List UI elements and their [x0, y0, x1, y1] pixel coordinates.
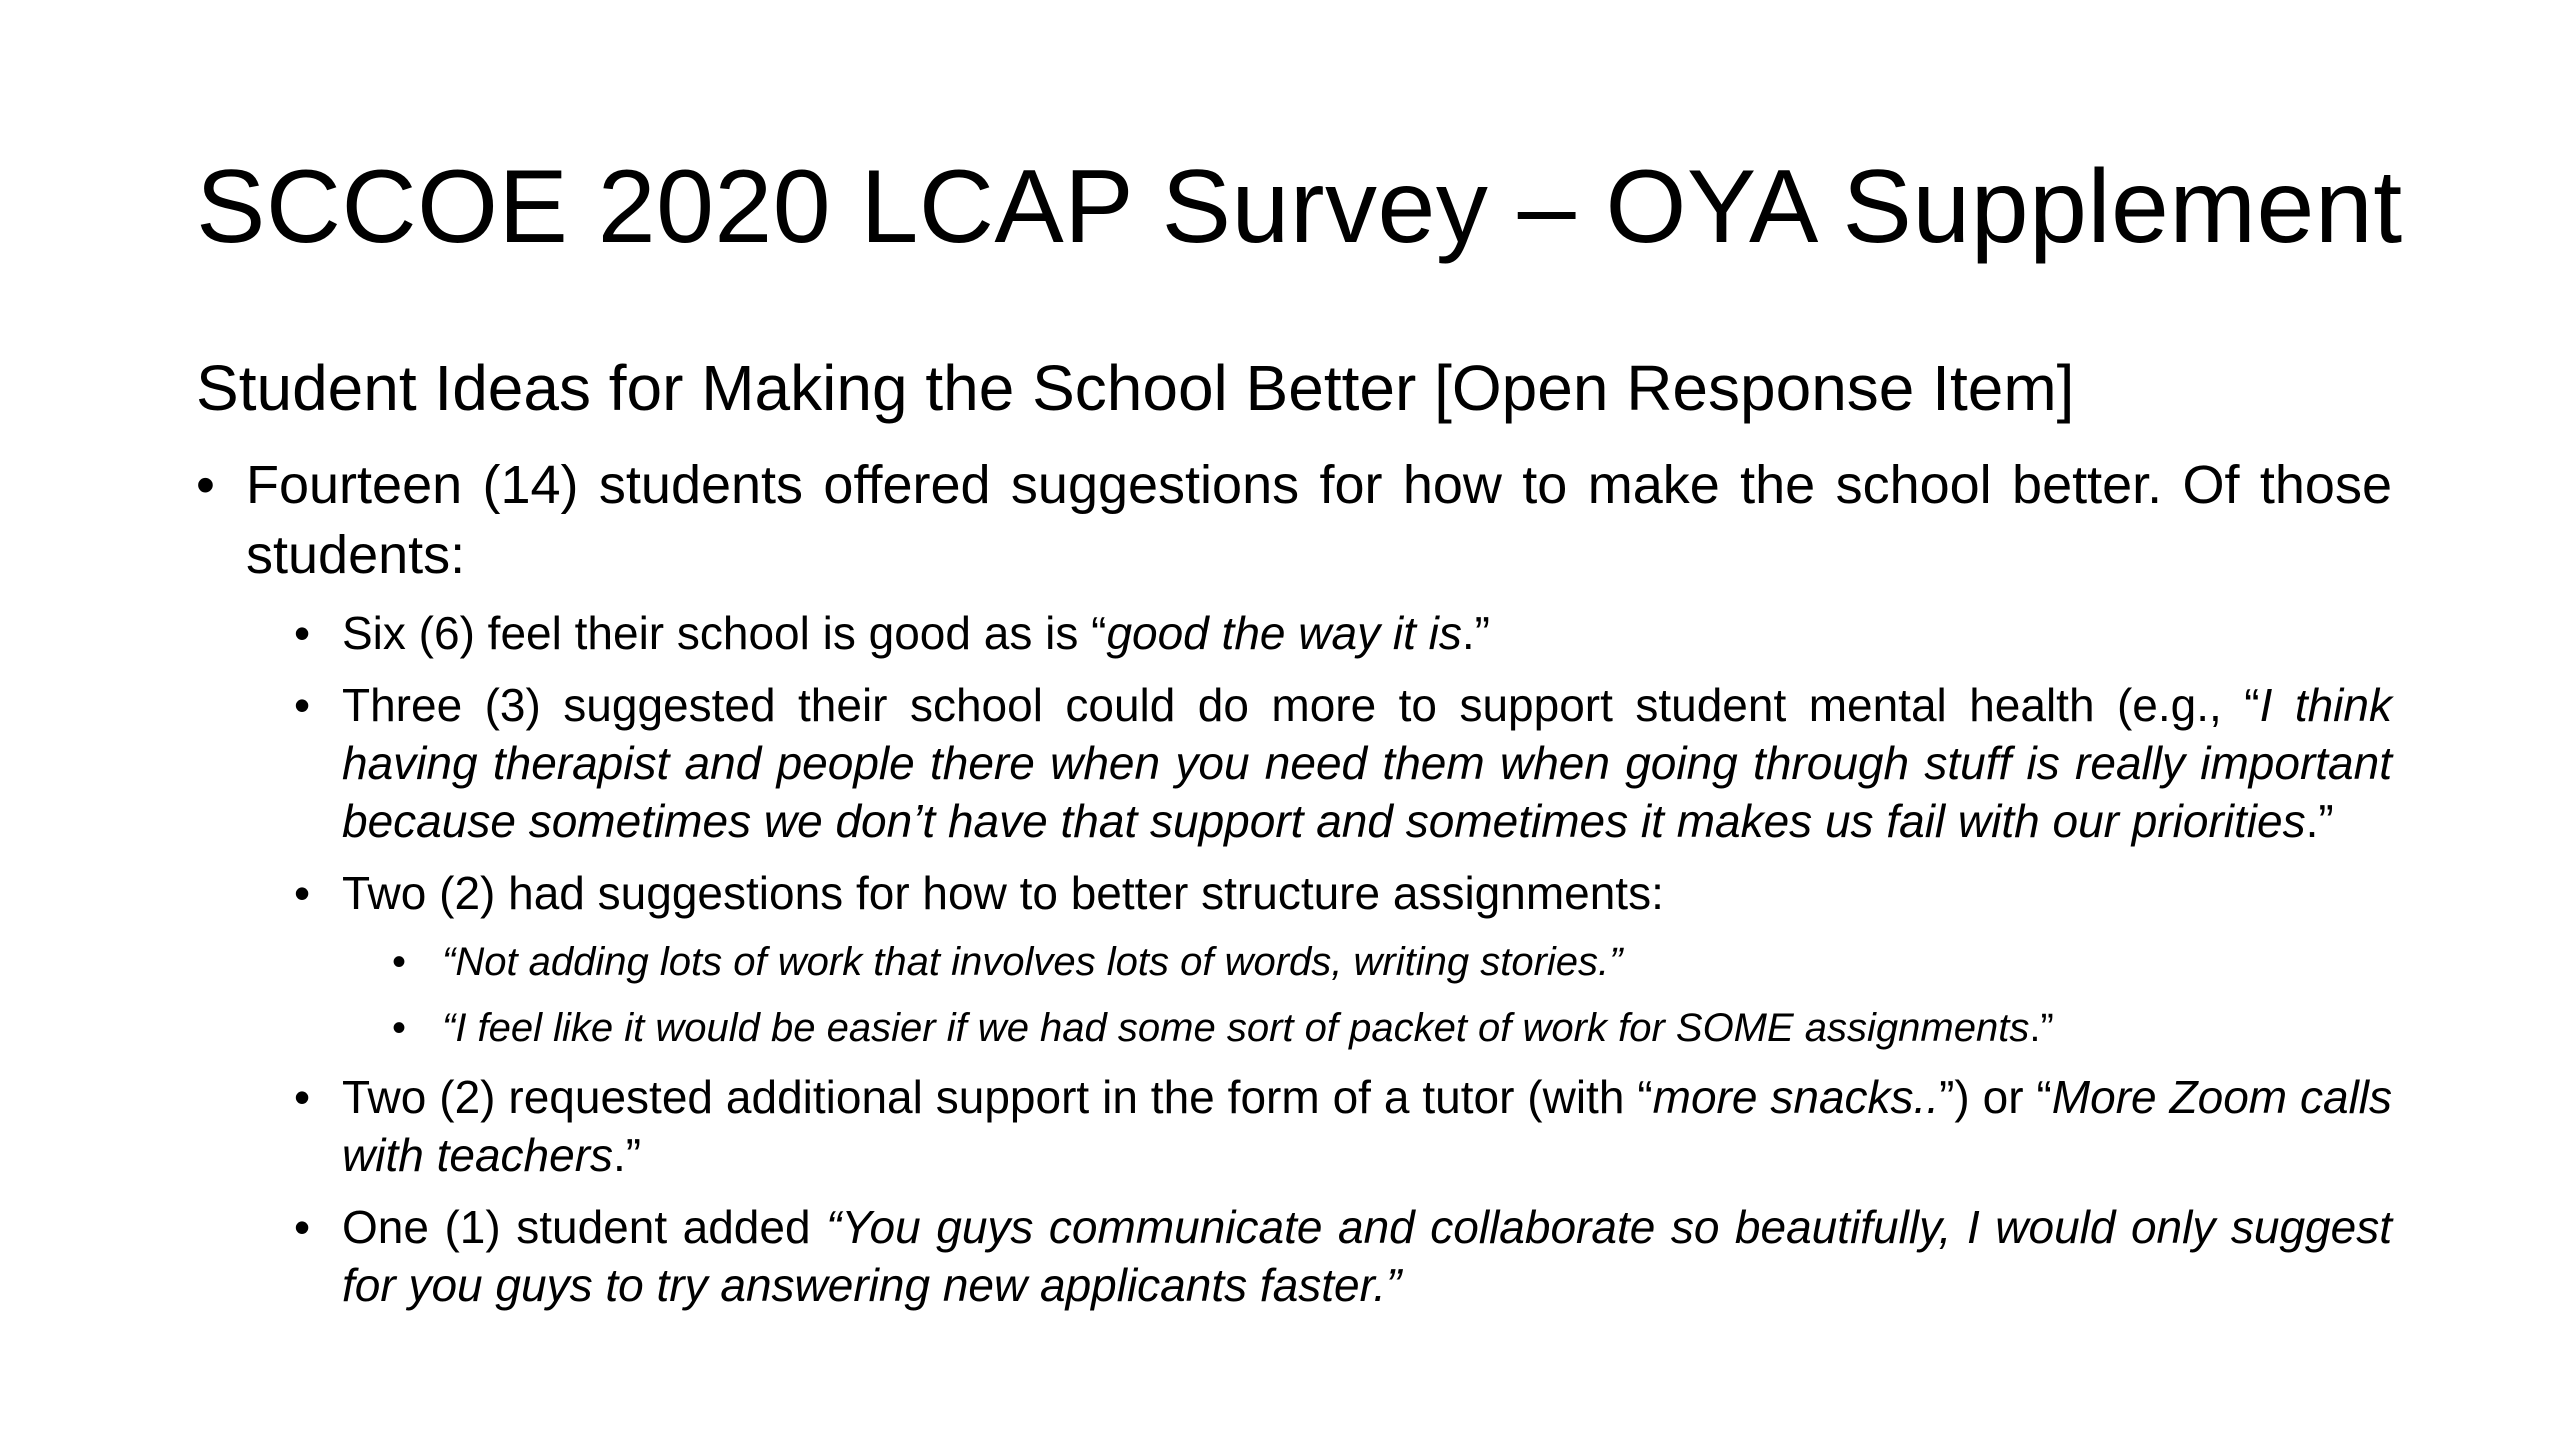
- bullet-dot-icon: •: [294, 678, 311, 731]
- item-mid: ”) or “: [1939, 1070, 2052, 1123]
- item-quote-2: More Zoom calls with teachers: [342, 1070, 2393, 1181]
- bullet-dot-icon: •: [196, 454, 215, 515]
- bullet-item-three: [196, 676, 2392, 850]
- bullet-list: [196, 450, 2392, 1314]
- bullet-dot-icon: •: [392, 939, 407, 984]
- bullet-dot-icon: •: [294, 1200, 311, 1253]
- sub-bullet-item: [196, 1002, 2392, 1054]
- item-text: One (1) student added: [342, 1200, 827, 1253]
- item-end: .”: [613, 1128, 642, 1181]
- item-quote: more snacks..: [1652, 1070, 1940, 1123]
- item-text: Six (6) feel their school is good as is “: [342, 606, 1107, 659]
- sub-item-end: .”: [2029, 1005, 2054, 1050]
- item-quote: I think having therapist and people there when you need them when going through stuff is really important because sometimes we don’t have that support and sometimes it makes us fail with our priorities: [342, 678, 2392, 847]
- bullet-item-two-assignments: [196, 864, 2392, 922]
- item-text: Two (2) requested additional support in the form of a tutor (with “: [342, 1070, 1653, 1123]
- item-end: .”: [2305, 794, 2334, 847]
- item-text: Two (2) had suggestions for how to better structure assignments:: [342, 866, 1664, 919]
- bullet-dot-icon: •: [294, 606, 311, 659]
- item-end: .”: [1461, 606, 1490, 659]
- sub-item-quote: “Not adding lots of work that involves lots of words, writing stories.”: [442, 939, 1623, 984]
- bullet-item-one: [196, 1198, 2392, 1314]
- bullet-dot-icon: •: [294, 1070, 311, 1123]
- slide-title: SCCOE 2020 LCAP Survey – OYA Supplement: [196, 149, 2403, 265]
- sub-item-quote: “I feel like it would be easier if we had some sort of packet of work for SOME assignments: [442, 1005, 2030, 1050]
- bullet-intro: [196, 450, 2392, 590]
- bullet-item-two-tutor: [196, 1068, 2392, 1184]
- bullet-item-six: [196, 604, 2392, 662]
- intro-text: Fourteen (14) students offered suggestions for how to make the school better. Of those students:: [246, 454, 2392, 585]
- slide-body: [196, 352, 2392, 1328]
- item-quote: “You guys communicate and collaborate so beautifully, I would only suggest for you guys to try answering new applicants faster.”: [342, 1200, 2392, 1311]
- item-text: Three (3) suggested their school could do more to support student mental health (e.g., “: [342, 678, 2260, 731]
- slide-subtitle: Student Ideas for Making the School Better [Open Response Item]: [196, 352, 2075, 424]
- bullet-dot-icon: •: [294, 866, 311, 919]
- bullet-dot-icon: •: [392, 1005, 407, 1050]
- item-quote: good the way it is: [1106, 606, 1462, 659]
- sub-bullet-item: [196, 936, 2392, 988]
